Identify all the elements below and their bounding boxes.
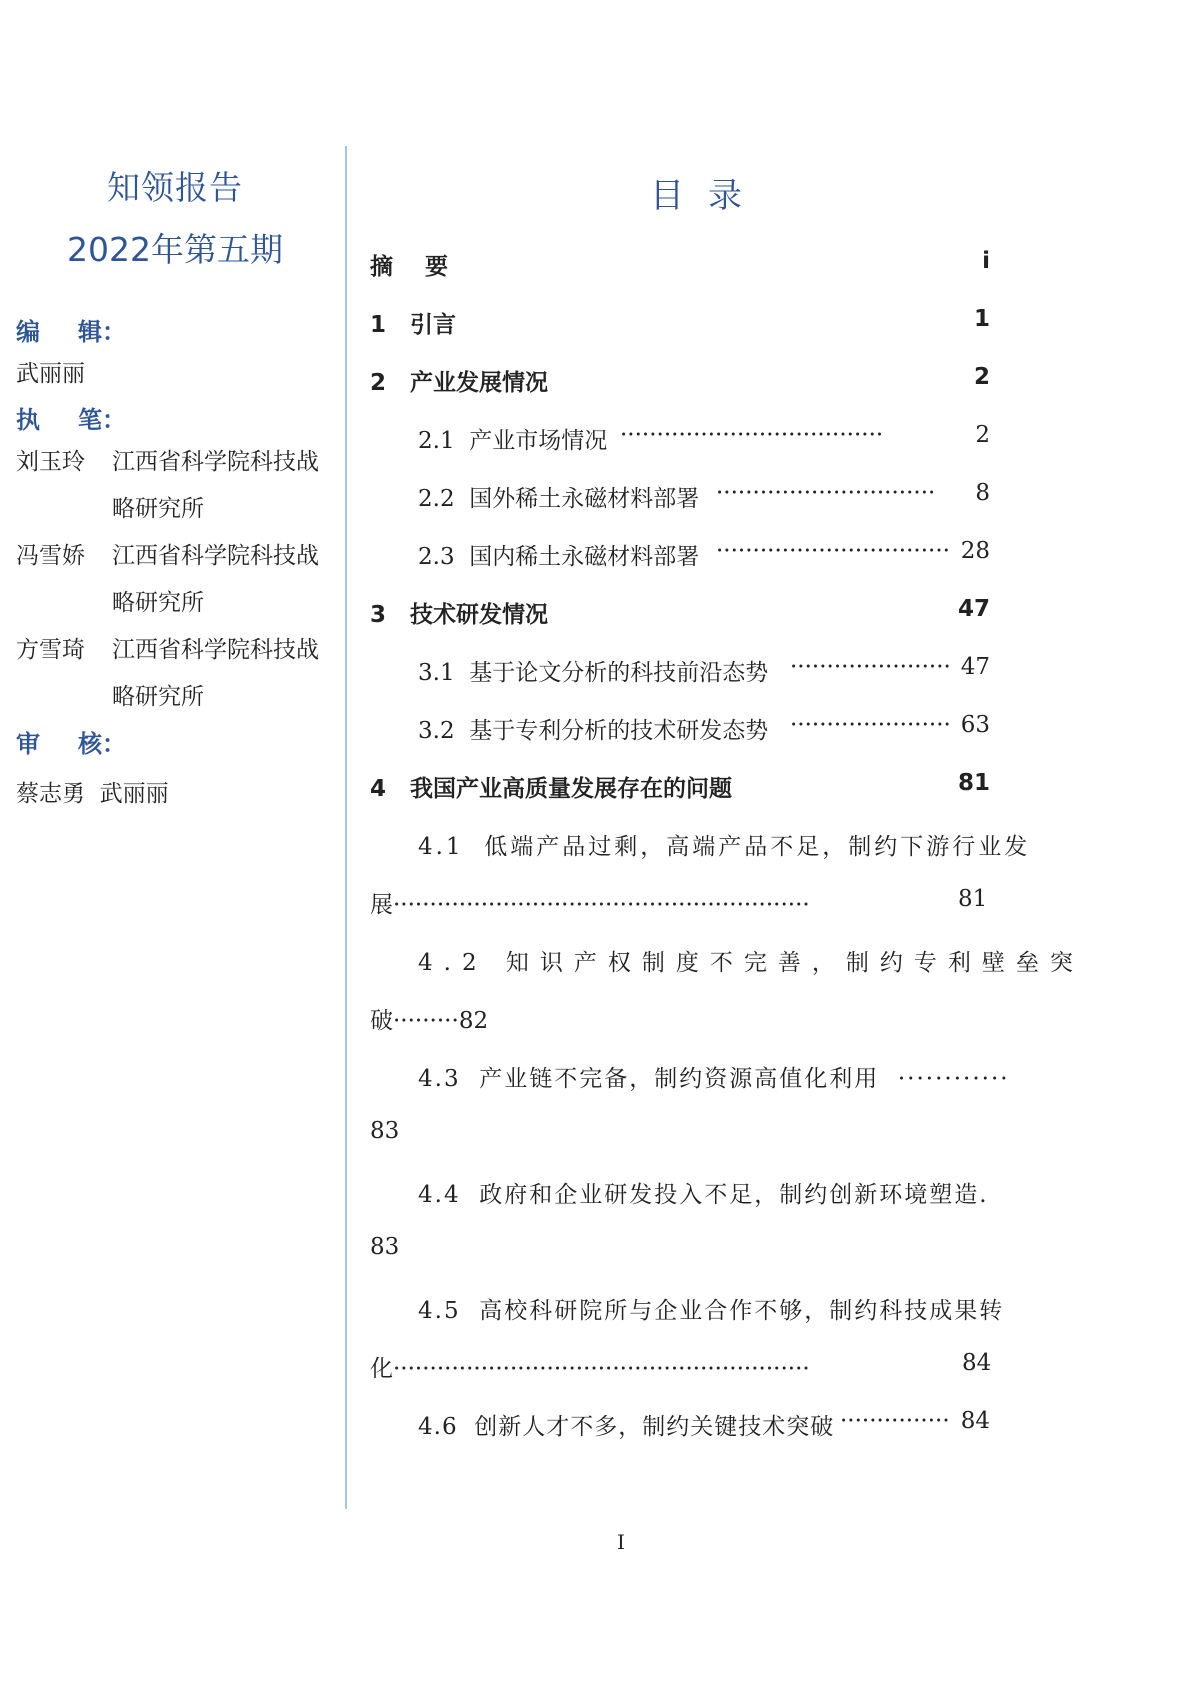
writers-label: 执 笔： xyxy=(16,406,126,434)
toc-entry-2[interactable]: 2 产业发展情况 2 xyxy=(370,364,990,396)
toc-entry-4-3[interactable]: 4.3 产业链不完备，制约资源高值化利用 ············ xyxy=(418,1066,1010,1092)
toc-page: 2 xyxy=(973,364,990,390)
leader-dots: ···································· xyxy=(620,422,884,448)
toc-page: 81 xyxy=(957,770,990,796)
toc-page: 47 xyxy=(957,596,990,622)
writer-name: 刘玉玲 xyxy=(16,449,85,475)
report-series-title: 知领报告 xyxy=(107,168,243,207)
toc-entry-4-5-cont[interactable]: 化························································· xyxy=(370,1356,810,1382)
page-number: I xyxy=(617,1530,625,1554)
toc-entry-2-3[interactable]: 2.3 国内稀土永磁材料部署 ································ 28 xyxy=(418,538,990,570)
toc-entry-1[interactable]: 1 引言 1 xyxy=(370,306,990,338)
reviewer-label: 审 核： xyxy=(16,730,126,758)
toc-page: 82 xyxy=(458,1008,489,1034)
toc-entry-4-1[interactable]: 4.1 低端产品过剩，高端产品不足，制约下游行业发 xyxy=(418,834,1031,860)
toc-page: 28 xyxy=(960,538,990,564)
leader-dots: ············ xyxy=(897,1066,1010,1092)
editor-name: 武丽丽 xyxy=(16,361,85,387)
leader-dots: ········· xyxy=(393,1008,459,1034)
writer-name: 方雪琦 xyxy=(16,637,85,663)
toc-entry-4-5[interactable]: 4.5 高校科研院所与企业合作不够，制约科技成果转 xyxy=(418,1298,1005,1324)
writer-org-cont: 略研究所 xyxy=(112,684,204,710)
toc-title: 目录 xyxy=(650,176,766,216)
reviewer-names: 蔡志勇 武丽丽 xyxy=(16,781,169,807)
leader-dots: ························································· xyxy=(393,892,810,918)
leader-dots: ································ xyxy=(716,538,950,564)
toc-entry-4-2-cont[interactable]: 破·········82 xyxy=(370,1008,489,1034)
toc-entry-4-6[interactable]: 4.6 创新人才不多，制约关键技术突破 ··············· 84 xyxy=(418,1408,990,1440)
toc-entry-3-1[interactable]: 3.1 基于论文分析的科技前沿态势 ······················ 47 xyxy=(418,654,990,686)
toc-entry-2-1[interactable]: 2.1 产业市场情况 ···································· 2 xyxy=(418,422,990,454)
toc-page: 81 xyxy=(958,886,988,912)
toc-page: 63 xyxy=(960,712,990,738)
toc-page: i xyxy=(982,248,990,274)
leader-dots: ··············· xyxy=(840,1408,950,1434)
toc-entry-3[interactable]: 3 技术研发情况 47 xyxy=(370,596,990,628)
leader-dots: ······················ xyxy=(790,712,951,738)
toc-page: 83 xyxy=(370,1234,400,1260)
toc-page: 84 xyxy=(960,1408,990,1434)
editor-label: 编 辑： xyxy=(16,318,126,346)
toc-entry-4-4[interactable]: 4.4 政府和企业研发投入不足，制约创新环境塑造. xyxy=(418,1182,989,1208)
toc-page: 84 xyxy=(962,1350,992,1376)
toc-page: 2 xyxy=(975,422,990,448)
toc-page: 1 xyxy=(973,306,990,332)
toc-entry-4-1-cont[interactable]: 展························································· xyxy=(370,892,810,918)
toc-entry-3-2[interactable]: 3.2 基于专利分析的技术研发态势 ······················ 63 xyxy=(418,712,990,744)
vertical-divider xyxy=(345,146,347,1509)
writer-org: 江西省科学院科技战 xyxy=(112,449,319,475)
toc-page: 83 xyxy=(370,1118,400,1144)
writer-name: 冯雪娇 xyxy=(16,543,85,569)
leader-dots: ························································· xyxy=(393,1356,810,1382)
leader-dots: ······················ xyxy=(790,654,951,680)
toc-page: 8 xyxy=(975,480,990,506)
toc-page: 47 xyxy=(960,654,990,680)
report-issue: 2022年第五期 xyxy=(67,230,283,269)
writer-org-cont: 略研究所 xyxy=(112,496,204,522)
leader-dots: ······························ xyxy=(716,480,936,506)
writer-org-cont: 略研究所 xyxy=(112,590,204,616)
writer-org: 江西省科学院科技战 xyxy=(112,637,319,663)
toc-entry-2-2[interactable]: 2.2 国外稀土永磁材料部署 ······························ 8 xyxy=(418,480,990,512)
writer-org: 江西省科学院科技战 xyxy=(112,543,319,569)
toc-entry-4-2[interactable]: 4.2 知识产权制度不完善，制约专利壁垒突 xyxy=(418,950,1084,976)
toc-entry-abstract[interactable]: 摘 要 i xyxy=(370,248,990,280)
toc-entry-4[interactable]: 4 我国产业高质量发展存在的问题 81 xyxy=(370,770,990,802)
